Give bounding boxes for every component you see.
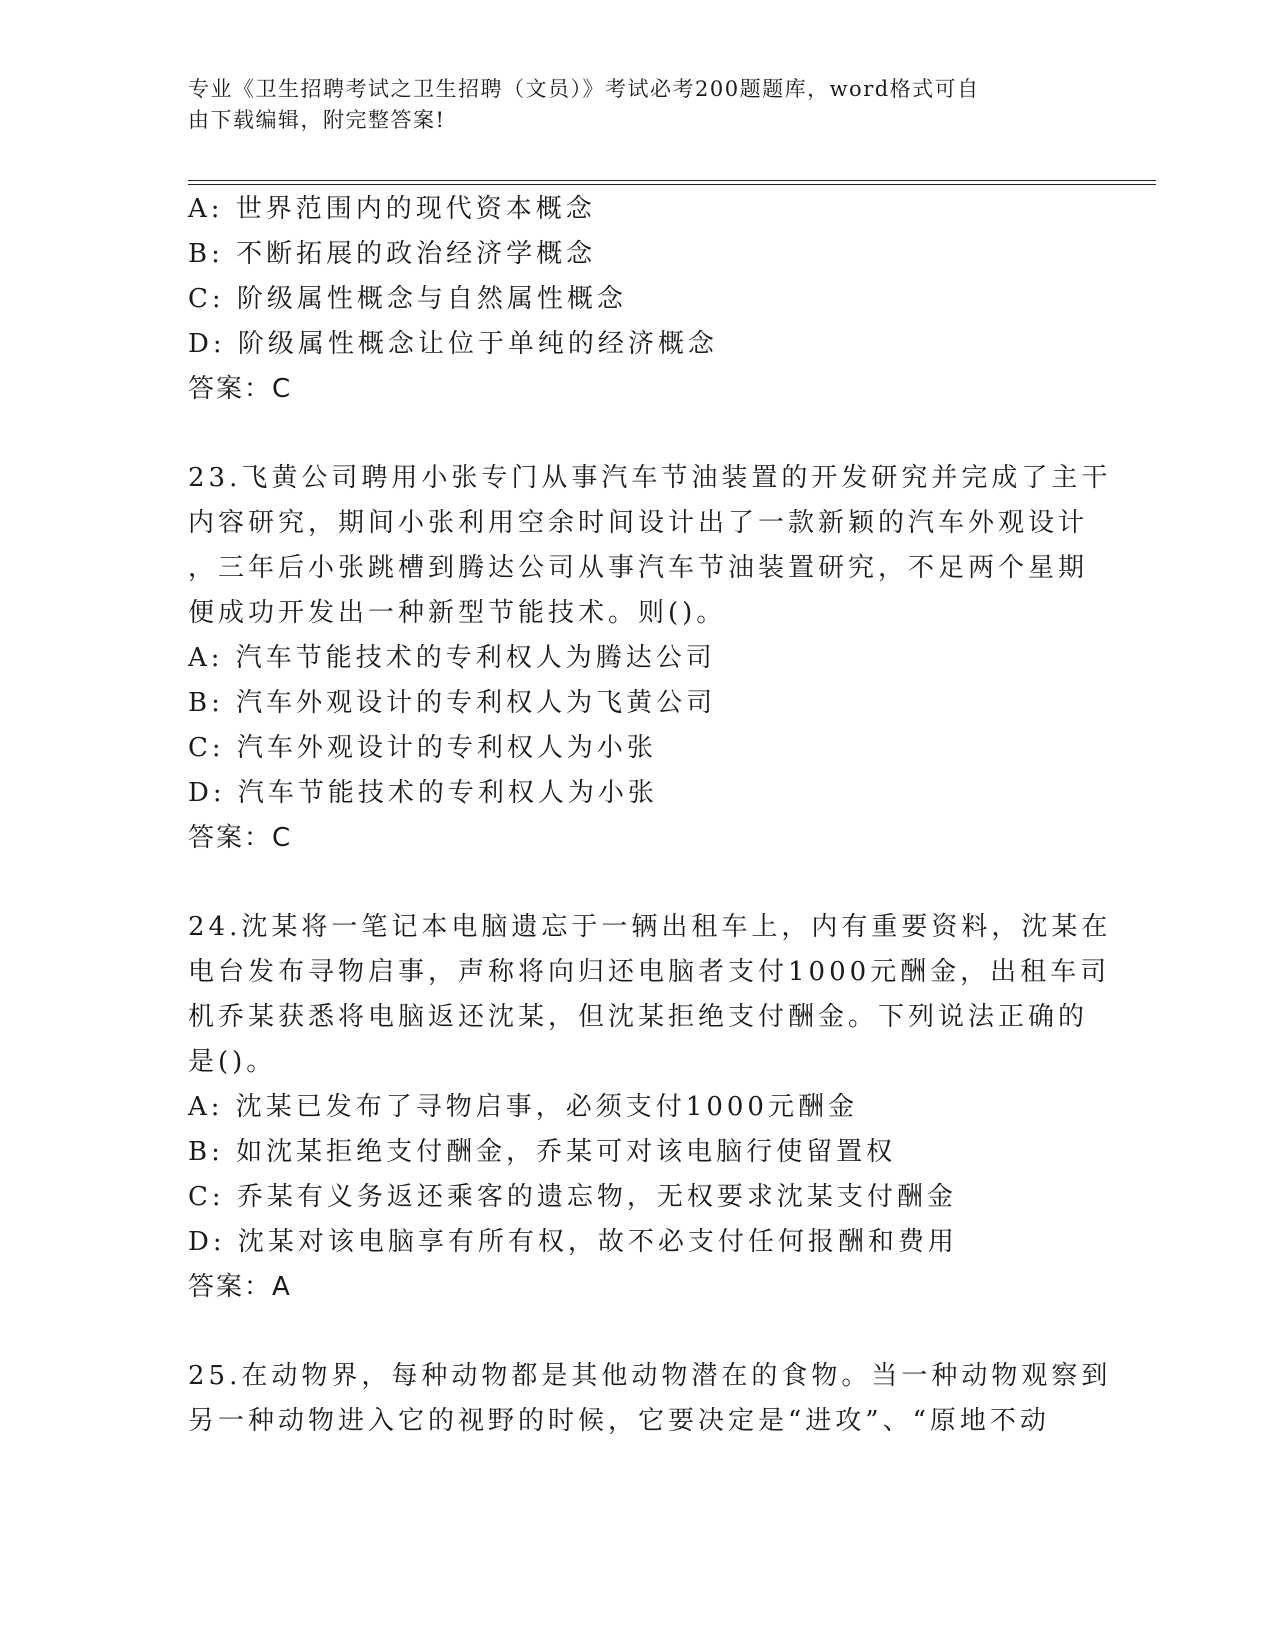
q23-option-b: B: 汽车外观设计的专利权人为飞黄公司 (188, 688, 717, 718)
q24-stem-line-1: 24.沈某将一笔记本电脑遗忘于一辆出租车上，内有重要资料，沈某在 (188, 912, 1112, 942)
document-header (188, 74, 1068, 136)
q23-option-a: A: 汽车节能技术的专利权人为腾达公司 (188, 643, 716, 673)
q24-stem-line-4: 是()。 (188, 1047, 277, 1077)
q24-stem-line-2: 电台发布寻物启事，声称将向归还电脑者支付1000元酬金，出租车司 (188, 957, 1111, 987)
q22-option-d: D: 阶级属性概念让位于单纯的经济概念 (188, 329, 718, 359)
q23-answer: 答案：C (188, 823, 293, 853)
q25-stem-line-2: 另一种动物进入它的视野的时候，它要决定是“进攻”、“原地不动 (188, 1406, 1050, 1436)
q22-option-c: C: 阶级属性概念与自然属性概念 (188, 284, 627, 314)
q23-option-d: D: 汽车节能技术的专利权人为小张 (188, 778, 658, 808)
header-line-2: 由下载编辑，附完整答案! (188, 108, 446, 132)
q22-option-b: B: 不断拓展的政治经济学概念 (188, 239, 597, 269)
q23-option-c: C: 汽车外观设计的专利权人为小张 (188, 733, 657, 763)
q23-stem-line-4: 便成功开发出一种新型节能技术。则()。 (188, 598, 727, 628)
header-divider-top (188, 180, 1156, 181)
q24-option-b: B: 如沈某拒绝支付酬金，乔某可对该电脑行使留置权 (188, 1137, 897, 1167)
q24-option-a: A: 沈某已发布了寻物启事，必须支付1000元酬金 (188, 1092, 858, 1122)
q24-stem-line-3: 机乔某获悉将电脑返还沈某，但沈某拒绝支付酬金。下列说法正确的 (188, 1002, 1089, 1032)
header-line-1: 专业《卫生招聘考试之卫生招聘（文员）》考试必考200题题库，word格式可自 (188, 77, 980, 101)
q24-option-d: D: 沈某对该电脑享有所有权，故不必支付任何报酬和费用 (188, 1227, 958, 1257)
q24-option-c: C: 乔某有义务返还乘客的遗忘物，无权要求沈某支付酬金 (188, 1182, 957, 1212)
q23-stem-line-3: ，三年后小张跳槽到腾达公司从事汽车节油装置研究，不足两个星期 (188, 553, 1089, 583)
header-divider-bottom (188, 184, 1156, 185)
q24-answer: 答案：A (188, 1272, 292, 1302)
q23-stem-line-1: 23.飞黄公司聘用小张专门从事汽车节油装置的开发研究并完成了主干 (188, 463, 1112, 493)
q23-stem-line-2: 内容研究，期间小张利用空余时间设计出了一款新颖的汽车外观设计 (188, 508, 1089, 538)
q22-option-a: A: 世界范围内的现代资本概念 (188, 194, 596, 224)
q22-answer: 答案：C (188, 374, 293, 404)
q25-stem-line-1: 25.在动物界，每种动物都是其他动物潜在的食物。当一种动物观察到 (188, 1361, 1112, 1391)
